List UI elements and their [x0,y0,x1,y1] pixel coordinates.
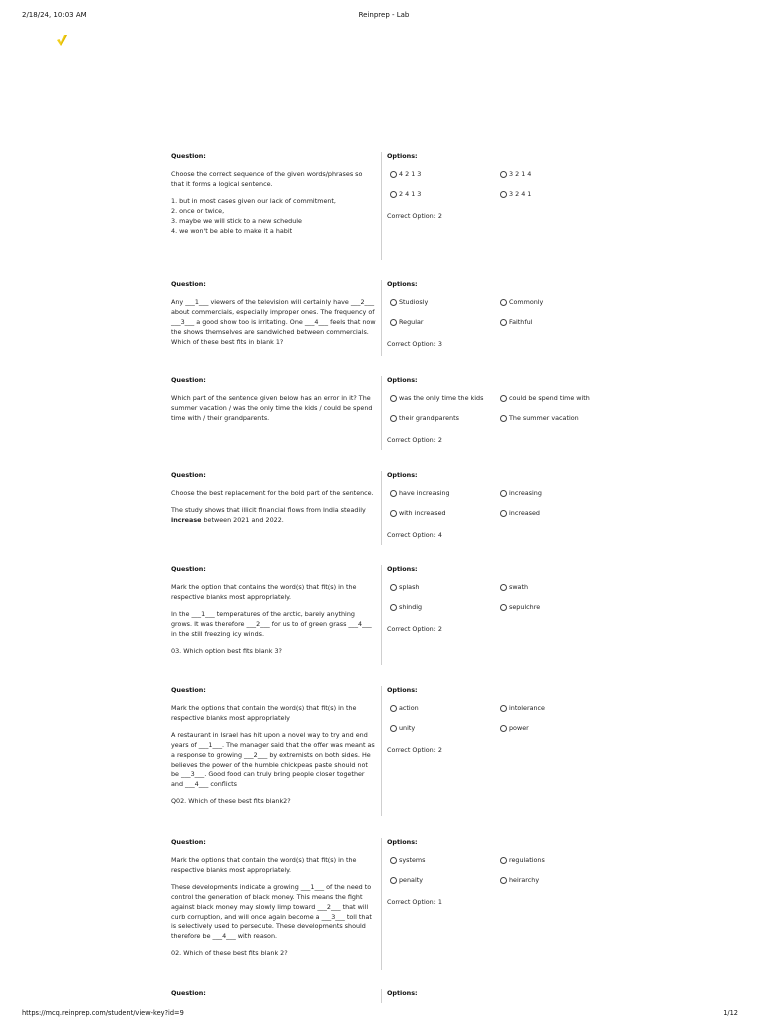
question-passage: In the ___1___ temperatures of the arctic, barely anything grows. It was therefore ___2___ for us to of green grass ___4___ in the still freezing icy winds. [171,609,372,638]
radio-icon[interactable] [500,604,507,611]
option-label: Regular [399,317,424,326]
page-title: Reinprep - Lab [358,11,410,19]
option-d[interactable] [500,603,610,613]
option-label: was the only time the kids [399,393,484,402]
option-c[interactable] [390,414,500,424]
option-b[interactable] [500,298,610,308]
radio-icon[interactable] [500,857,507,864]
question-label: Question: [171,280,206,288]
option-label: have increasing [399,488,450,497]
option-a[interactable] [390,298,500,308]
option-label: with increased [399,508,446,517]
option-c[interactable] [390,603,500,613]
option-a[interactable] [390,704,500,714]
column-divider [381,471,382,545]
question-label: Question: [171,838,206,846]
option-label: Commonly [509,297,544,306]
option-d[interactable] [500,318,610,328]
column-divider [381,686,382,816]
correct-option: Correct Option: 2 [387,745,442,754]
brand-logo-icon [56,34,68,47]
option-label: action [399,703,419,712]
option-label: increased [509,508,540,517]
list-item: 1. but in most cases given our lack of commitment, [171,196,336,205]
options-label: Options: [387,471,418,479]
question-list [171,197,376,237]
option-label: swath [509,582,529,591]
radio-icon[interactable] [500,171,507,178]
options-label: Options: [387,152,418,160]
question-text: Mark the options that contain the word(s) that fit(s) in the respective blanks most appropriately [171,703,357,722]
option-label: regulations [509,855,545,864]
option-a[interactable] [390,489,500,499]
column-divider [381,280,382,356]
radio-icon[interactable] [500,191,507,198]
radio-icon[interactable] [390,319,397,326]
option-b[interactable] [500,394,610,404]
radio-icon[interactable] [390,725,397,732]
question-label: Question: [171,686,206,694]
radio-icon[interactable] [390,604,397,611]
option-b[interactable] [500,170,610,180]
list-item: 2. once or twice, [171,206,225,215]
option-d[interactable] [500,724,610,734]
option-label: splash [399,582,420,591]
option-label: increasing [509,488,542,497]
option-d[interactable] [500,190,610,200]
option-d[interactable] [500,509,610,519]
list-item: 3. maybe we will stick to a new schedule [171,216,302,225]
correct-option: Correct Option: 1 [387,897,442,906]
option-label: 2 4 1 3 [399,189,422,198]
option-label: 3 2 4 1 [509,189,532,198]
option-label: intolerance [509,703,545,712]
option-label: could be spend time with [509,393,590,402]
list-item: 4. we won't be able to make it a habit [171,226,293,235]
option-label: systems [399,855,426,864]
question-passage: A restaurant in Israel has hit upon a novel way to try and end years of ___1___. The manager said that the offer was meant as a response to growing ___2___ by extremists on both sides. He believes the power of the humble chickpeas paste should not be ___3___. Good food can truly bring people closer together and ___4___ conflicts [171,730,375,789]
print-datetime: 2/18/24, 10:03 AM [22,11,87,19]
radio-icon[interactable] [390,857,397,864]
column-divider [381,376,382,450]
option-c[interactable] [390,190,500,200]
radio-icon[interactable] [390,395,397,402]
radio-icon[interactable] [500,299,507,306]
question-text: Choose the best replacement for the bold part of the sentence. [171,488,374,497]
question-label: Question: [171,989,206,997]
column-divider [381,565,382,665]
option-c[interactable] [390,318,500,328]
radio-icon[interactable] [390,490,397,497]
option-label: 3 2 1 4 [509,169,532,178]
question-label: Question: [171,152,206,160]
option-label: shindig [399,602,423,611]
option-b[interactable] [500,583,610,593]
radio-icon[interactable] [500,395,507,402]
question-prompt: Q02. Which of these best fits blank2? [171,797,291,806]
correct-option: Correct Option: 2 [387,435,442,444]
option-label: The summer vacation [509,413,579,422]
option-a[interactable] [390,583,500,593]
radio-icon[interactable] [500,490,507,497]
sentence-text: between 2021 and 2022. [201,515,284,524]
radio-icon[interactable] [500,877,507,884]
question-prompt: 02. Which of these best fits blank 2? [171,949,288,958]
option-a[interactable] [390,394,500,404]
correct-option: Correct Option: 2 [387,211,442,220]
option-label: Studiosly [399,297,429,306]
column-divider [381,152,382,260]
question-label: Question: [171,565,206,573]
option-a[interactable] [390,170,500,180]
column-divider [381,838,382,970]
options-label: Options: [387,280,418,288]
radio-icon[interactable] [390,299,397,306]
correct-option: Correct Option: 4 [387,530,442,539]
radio-icon[interactable] [500,415,507,422]
question-prompt: 03. Which option best fits blank 3? [171,646,282,655]
option-label: their grandparents [399,413,459,422]
radio-icon[interactable] [390,191,397,198]
radio-icon[interactable] [500,584,507,591]
option-label: 4 2 1 3 [399,169,422,178]
option-c[interactable] [390,509,500,519]
options-label: Options: [387,686,418,694]
sentence-text: The study shows that illicit financial flows from India steadily [171,505,366,514]
question-label: Question: [171,376,206,384]
options-label: Options: [387,376,418,384]
question-text: Mark the option that contains the word(s) that fit(s) in the respective blanks most appropriately. [171,582,357,601]
options-label: Options: [387,838,418,846]
option-label: sepulchre [509,602,541,611]
question-label: Question: [171,471,206,479]
correct-option: Correct Option: 3 [387,339,442,348]
radio-icon[interactable] [390,510,397,517]
options-label: Options: [387,565,418,573]
option-label: Faithful [509,317,533,326]
radio-icon[interactable] [500,319,507,326]
radio-icon[interactable] [390,705,397,712]
radio-icon[interactable] [390,415,397,422]
radio-icon[interactable] [390,171,397,178]
option-label: heirarchy [509,875,540,884]
option-label: unity [399,723,416,732]
option-b[interactable] [500,489,610,499]
option-c[interactable] [390,724,500,734]
radio-icon[interactable] [390,584,397,591]
bold-phrase: increase [171,515,202,524]
question-passage: These developments indicate a growing ___1___ of the need to control the generation of black money. This means the fight against black money may slowly limp toward ___2___ that will curb corruption, and will once again become a ___3___ toll that is selectively used to persecute. These developments should therefore be ___4___ with reason. [171,882,372,941]
question-text: Any ___1___ viewers of the television will certainly have ___2___ about commercials, especially improper ones. The frequency of ___3___ a good show too is irritating. One ___4___ feels that now the shows themselves are sandwiched between commercials. Which of these best fits in blank 1? [171,297,376,346]
radio-icon[interactable] [500,705,507,712]
radio-icon[interactable] [500,510,507,517]
radio-icon[interactable] [500,725,507,732]
option-b[interactable] [500,856,610,866]
option-label: power [509,723,529,732]
question-sentence [171,506,376,526]
radio-icon[interactable] [390,877,397,884]
question-text: Which part of the sentence given below has an error in it? The summer vacation / was the only time the kids / could be spend time with / their grandparents. [171,393,373,422]
option-a[interactable] [390,856,500,866]
option-b[interactable] [500,704,610,714]
option-d[interactable] [500,876,610,886]
page-url: https://mcq.reinprep.com/student/view-key?id=9 [22,1008,184,1017]
question-text: Mark the options that contain the word(s) that fit(s) in the respective blanks most appropriately. [171,855,357,874]
option-c[interactable] [390,876,500,886]
column-divider [381,989,382,1003]
option-d[interactable] [500,414,610,424]
correct-option: Correct Option: 2 [387,624,442,633]
options-label: Options: [387,989,418,997]
question-text: Choose the correct sequence of the given words/phrases so that it forms a logical sentence. [171,169,363,188]
option-label: penalty [399,875,424,884]
page-number: 1/12 [723,1008,738,1017]
